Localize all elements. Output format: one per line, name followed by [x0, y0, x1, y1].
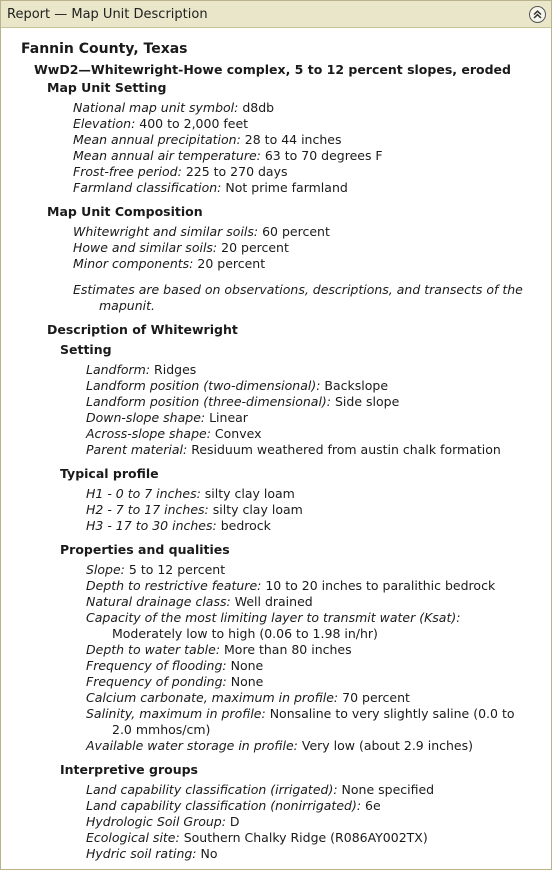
attribute-row: Frequency of flooding: None	[86, 658, 264, 673]
properties-subsection	[60, 542, 551, 754]
map-unit-composition-section	[47, 204, 551, 314]
attribute-row: H1 - 0 to 7 inches: silty clay loam	[86, 486, 295, 501]
section-title: Map Unit Setting	[47, 80, 167, 95]
county-heading: Fannin County, Texas	[21, 41, 188, 57]
attribute-row: Ecological site: Southern Chalky Ridge (R086AY002TX)	[86, 830, 428, 845]
attribute-row: Land capability classification (irrigated): None specified	[86, 782, 435, 797]
subsection-title: Typical profile	[60, 466, 159, 481]
typical-profile-subsection	[60, 466, 551, 534]
attribute-row: Slope: 5 to 12 percent	[86, 562, 226, 577]
attribute-row: Down-slope shape: Linear	[86, 410, 248, 425]
chevron-up-icon	[532, 9, 543, 20]
attribute-row: Depth to restrictive feature: 10 to 20 inches to paralithic bedrock	[86, 578, 496, 593]
attribute-row: Landform: Ridges	[86, 362, 197, 377]
attribute-row: H3 - 17 to 30 inches: bedrock	[86, 518, 271, 533]
attribute-row: Parent material: Residuum weathered from austin chalk formation	[86, 442, 501, 457]
report-title: Report — Map Unit Description	[7, 6, 208, 22]
attribute-row: National map unit symbol: d8db	[73, 100, 275, 115]
attribute-row: Frequency of ponding: None	[86, 674, 264, 689]
collapse-button[interactable]	[529, 6, 546, 23]
attribute-row: Minor components: 20 percent	[73, 256, 266, 271]
attribute-row: Whitewright and similar soils: 60 percent	[73, 224, 330, 239]
attribute-row: Across-slope shape: Convex	[86, 426, 262, 441]
interpretive-groups-subsection	[60, 762, 551, 862]
attribute-row: Available water storage in profile: Very low (about 2.9 inches)	[86, 738, 473, 753]
component-description-section	[47, 322, 551, 862]
attribute-row: Mean annual precipitation: 28 to 44 inches	[73, 132, 342, 147]
subsection-title: Properties and qualities	[60, 542, 230, 557]
attribute-row: Natural drainage class: Well drained	[86, 594, 313, 609]
attribute-row: Landform position (three-dimensional): Side slope	[86, 394, 400, 409]
attribute-row: Howe and similar soils: 20 percent	[73, 240, 289, 255]
attribute-row: Landform position (two-dimensional): Backslope	[86, 378, 389, 393]
report-body	[1, 28, 551, 862]
attribute-row: Mean annual air temperature: 63 to 70 degrees F	[73, 148, 383, 163]
subsection-title: Interpretive groups	[60, 762, 198, 777]
attribute-row: H2 - 7 to 17 inches: silty clay loam	[86, 502, 303, 517]
map-unit-setting-section	[47, 80, 551, 196]
attribute-row: Frost-free period: 225 to 270 days	[73, 164, 288, 179]
section-title: Description of Whitewright	[47, 322, 238, 337]
attribute-row: Hydric soil rating: No	[86, 846, 218, 861]
attribute-row: Capacity of the most limiting layer to transmit water (Ksat): Moderately low to high (0.06 to 1.98 in/hr)	[86, 610, 461, 641]
attribute-row: Calcium carbonate, maximum in profile: 70 percent	[86, 690, 410, 705]
composition-note: Estimates are based on observations, descriptions, and transects of the mapunit.	[73, 282, 523, 313]
attribute-row: Salinity, maximum in profile: Nonsaline to very slightly saline (0.0 to 2.0 mmhos/cm)	[86, 706, 515, 737]
attribute-row: Farmland classification: Not prime farmland	[73, 180, 348, 195]
attribute-row: Depth to water table: More than 80 inches	[86, 642, 352, 657]
map-unit-heading: WwD2—Whitewright-Howe complex, 5 to 12 percent slopes, eroded	[34, 62, 511, 77]
report-header	[1, 1, 551, 28]
setting-subsection	[60, 342, 551, 458]
subsection-title: Setting	[60, 342, 112, 357]
attribute-row: Elevation: 400 to 2,000 feet	[73, 116, 249, 131]
attribute-row: Hydrologic Soil Group: D	[86, 814, 240, 829]
attribute-row: Land capability classification (nonirrigated): 6e	[86, 798, 381, 813]
section-title: Map Unit Composition	[47, 204, 203, 219]
